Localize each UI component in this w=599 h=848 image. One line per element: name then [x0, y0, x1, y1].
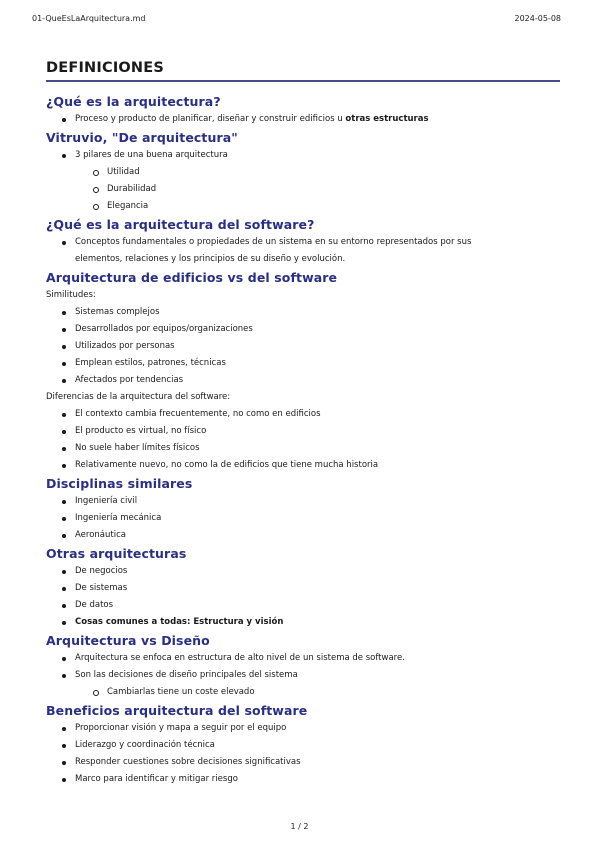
- list-item: Ingeniería mecánica: [46, 510, 560, 527]
- list-item: Emplean estilos, patrones, técnicas: [46, 355, 560, 372]
- list-item: Responder cuestiones sobre decisiones significativas: [46, 754, 560, 771]
- list-item: Aeronáutica: [46, 527, 560, 544]
- list-item: [46, 111, 560, 128]
- list-item: Arquitectura se enfoca en estructura de alto nivel de un sistema de software.: [46, 650, 560, 667]
- list-item-bold: Cosas comunes a todas: Estructura y visión: [46, 614, 560, 631]
- bullet-list: [46, 406, 560, 474]
- sub-list-item: Utilidad: [46, 164, 560, 181]
- section-heading: ¿Qué es la arquitectura?: [46, 94, 221, 109]
- diferencias-label: Diferencias de la arquitectura del software:: [46, 392, 231, 402]
- section-edificios-vs-software: [46, 269, 560, 474]
- list-item: 3 pilares de una buena arquitectura: [46, 147, 560, 164]
- section-heading: Disciplinas similares: [46, 476, 193, 491]
- list-item: El contexto cambia frecuentemente, no como en edificios: [46, 406, 560, 423]
- list-item-text-line2: elementos, relaciones y los principios de su diseño y evolución.: [75, 254, 346, 264]
- header-date: 2024-05-08: [514, 14, 561, 23]
- list-item: De negocios: [46, 563, 560, 580]
- bullet-list: [46, 720, 560, 788]
- section-heading: Arquitectura de edificios vs del software: [46, 270, 338, 285]
- section-heading: Vitruvio, "De arquitectura": [46, 130, 238, 145]
- document-content: [46, 60, 560, 788]
- section-heading: Otras arquitecturas: [46, 546, 187, 561]
- sub-list-item: Elegancia: [46, 198, 560, 215]
- section-beneficios: [46, 702, 560, 788]
- header-filename: 01-QueEsLaArquitectura.md: [32, 14, 146, 23]
- bullet-list: [46, 234, 560, 268]
- section-que-es-arquitectura: [46, 93, 560, 128]
- list-item: Ingeniería civil: [46, 493, 560, 510]
- list-item: Desarrollados por equipos/organizaciones: [46, 321, 560, 338]
- bullet-list: [46, 111, 560, 128]
- page-number: 1 / 2: [290, 822, 309, 831]
- bullet-list: [46, 563, 560, 631]
- section-disciplinas: [46, 475, 560, 544]
- bullet-list: [46, 304, 560, 389]
- page-title: DEFINICIONES: [46, 60, 560, 82]
- sub-bullet-list: [46, 684, 560, 701]
- similitudes-label: Similitudes:: [46, 290, 96, 300]
- list-item-text-line1: Conceptos fundamentales o propiedades de un sistema en su entorno representados por sus: [75, 237, 472, 247]
- list-item: El producto es virtual, no físico: [46, 423, 560, 440]
- list-item: [46, 234, 560, 268]
- sub-bullet-list: [46, 164, 560, 215]
- section-heading: Beneficios arquitectura del software: [46, 703, 308, 718]
- list-item: Afectados por tendencias: [46, 372, 560, 389]
- list-item-bold-text: otras estructuras: [345, 114, 429, 124]
- section-arq-vs-diseno: [46, 632, 560, 701]
- list-item: De datos: [46, 597, 560, 614]
- list-item: Liderazgo y coordinación técnica: [46, 737, 560, 754]
- section-heading: ¿Qué es la arquitectura del software?: [46, 217, 315, 232]
- bullet-list: [46, 147, 560, 164]
- list-item: De sistemas: [46, 580, 560, 597]
- list-item: No suele haber límites físicos: [46, 440, 560, 457]
- list-item-text: Proceso y producto de planificar, diseñar y construir edificios u: [75, 114, 346, 124]
- sub-list-item: Durabilidad: [46, 181, 560, 198]
- list-item: Marco para identificar y mitigar riesgo: [46, 771, 560, 788]
- section-vitruvio: [46, 129, 560, 215]
- section-otras-arquitecturas: [46, 545, 560, 631]
- bullet-list: [46, 650, 560, 684]
- list-item: Proporcionar visión y mapa a seguir por el equipo: [46, 720, 560, 737]
- bullet-list: [46, 493, 560, 544]
- list-item: Sistemas complejos: [46, 304, 560, 321]
- section-arquitectura-software: [46, 216, 560, 268]
- section-heading: Arquitectura vs Diseño: [46, 633, 210, 648]
- sub-list-item: Cambiarlas tiene un coste elevado: [46, 684, 560, 701]
- list-item: Son las decisiones de diseño principales del sistema: [46, 667, 560, 684]
- list-item: Relativamente nuevo, no como la de edificios que tiene mucha historia: [46, 457, 560, 474]
- list-item: Utilizados por personas: [46, 338, 560, 355]
